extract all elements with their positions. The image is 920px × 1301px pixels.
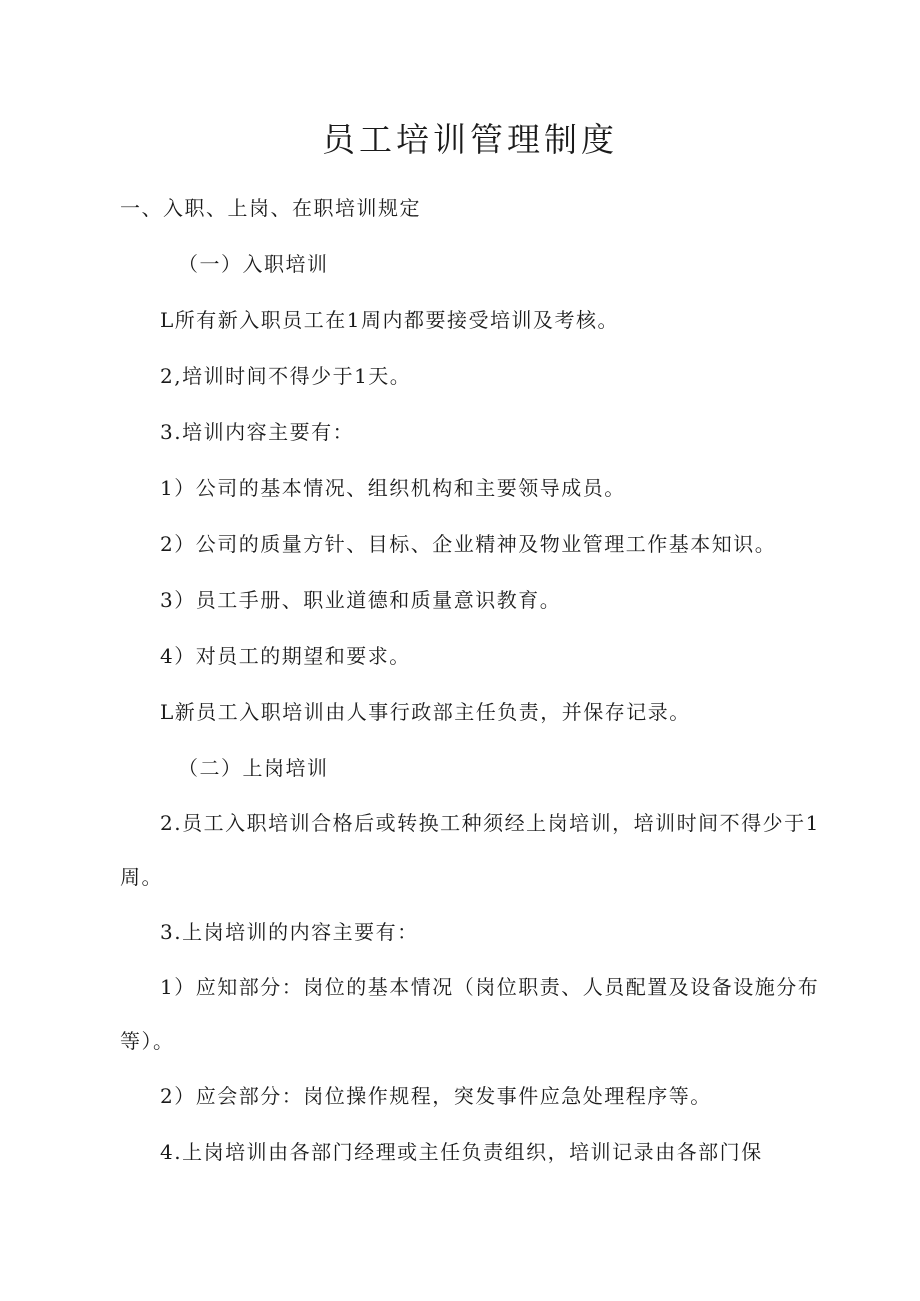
list-item: 2）公司的质量方针、目标、企业精神及物业管理工作基本知识。 xyxy=(160,532,777,556)
paragraph: 2,培训时间不得少于1天。 xyxy=(160,364,412,388)
list-item: 1）应知部分：岗位的基本情况（岗位职责、人员配置及设备设施分布等）。 xyxy=(120,975,820,1053)
paragraph: 4.上岗培训由各部门经理或主任负责组织，培训记录由各部门保 xyxy=(160,1140,763,1164)
subsection-heading-onjob: （二）上岗培训 xyxy=(178,756,329,780)
paragraph: 2.员工入职培训合格后或转换工种须经上岗培训，培训时间不得少于1周。 xyxy=(120,811,820,889)
list-item: 2）应会部分：岗位操作规程，突发事件应急处理程序等。 xyxy=(160,1084,712,1108)
list-item: 1）公司的基本情况、组织机构和主要领导成员。 xyxy=(160,476,626,500)
paragraph: L新员工入职培训由人事行政部主任负责，并保存记录。 xyxy=(160,700,691,724)
list-item: 3）员工手册、职业道德和质量意识教育。 xyxy=(160,588,562,612)
paragraph: 3.上岗培训的内容主要有： xyxy=(160,920,419,944)
document-title: 员工培训管理制度 xyxy=(322,120,618,159)
section-heading-1: 一、入职、上岗、在职培训规定 xyxy=(120,196,421,220)
subsection-heading-onboarding: （一）入职培训 xyxy=(178,252,329,276)
list-item: 4）对员工的期望和要求。 xyxy=(160,644,411,668)
paragraph: L所有新入职员工在1周内都要接受培训及考核。 xyxy=(160,308,620,332)
paragraph: 3.培训内容主要有： xyxy=(160,420,355,444)
